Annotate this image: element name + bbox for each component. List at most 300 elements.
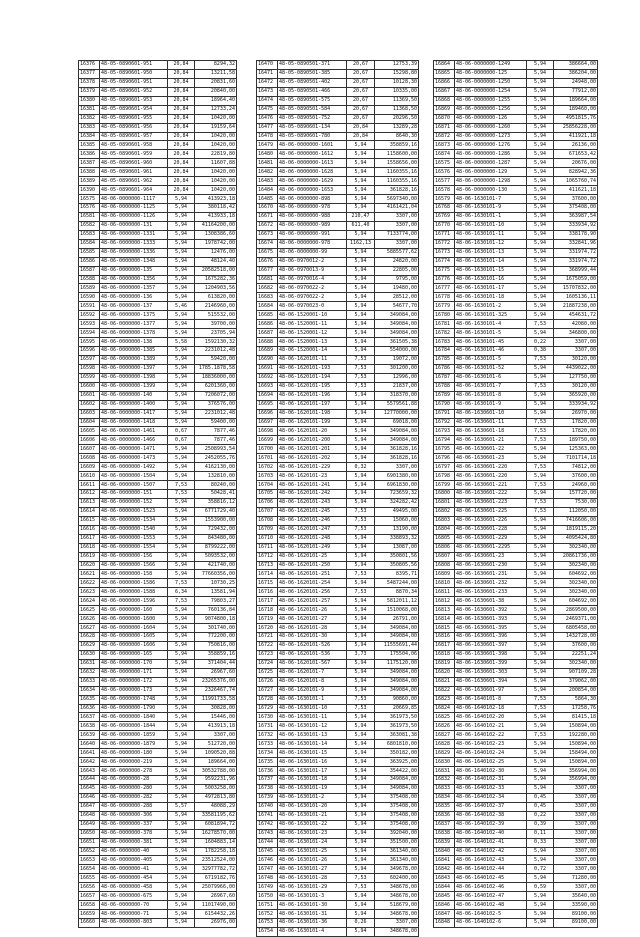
code-cell: 48-06-0000000-1287 [455,159,527,168]
rate-cell: 0,45 [527,793,554,802]
row-number-cell: 16626 [79,615,100,624]
code-cell: 48-06-0000000-1348 [100,257,168,266]
code-cell: 48-06-1620101-11 [278,355,347,364]
rate-cell: 5,94 [527,105,554,114]
table-row [434,588,598,597]
row-number-cell: 16387 [79,159,100,168]
table-row [257,463,419,472]
amount-cell: 9795,00 [375,275,419,284]
rate-cell: 7,53 [527,695,554,704]
table-row [434,391,598,400]
code-cell: 48-06-1640101-8 [455,695,527,704]
table-row [79,543,237,552]
amount-cell: 338893,32 [375,534,419,543]
amount-cell: 189664,00 [554,96,598,105]
row-number-cell: 16812 [434,597,455,606]
rate-cell: 5,94 [527,257,554,266]
row-number-cell: 16614 [79,507,100,516]
row-number-cell: 16870 [434,114,455,123]
rate-cell: 7,53 [527,355,554,364]
table-row [257,740,419,749]
rate-cell: 20,67 [347,78,375,87]
code-cell: 48-06-1630101-28 [278,874,347,883]
row-number-cell: 16723 [257,650,278,659]
row-number-cell: 16616 [79,525,100,534]
code-cell: 48-05-0890501-402 [278,78,347,87]
row-number-cell: 16704 [257,481,278,490]
amount-cell: 10420,00 [195,132,237,141]
row-number-cell: 16703 [257,472,278,481]
row-number-cell: 16702 [257,463,278,472]
rate-cell: 5,94 [347,391,375,400]
rate-cell: 5,94 [347,195,375,204]
rate-cell: 5,94 [527,302,554,311]
amount-cell: 150894,00 [554,740,598,749]
row-number-cell: 16485 [257,195,278,204]
rate-cell: 5,94 [347,820,375,829]
table-row [434,159,598,168]
rate-cell: 5,94 [347,311,375,320]
code-cell: 48-06-1630101-10 [278,704,347,713]
amount-cell: 7877,46 [195,427,237,436]
rate-cell: 0,72 [527,865,554,874]
rate-cell: 5,94 [527,284,554,293]
table-row [79,409,237,418]
code-cell: 48-06-1630601-230 [455,561,527,570]
code-cell: 48-06-0000000-71 [100,910,168,919]
row-number-cell: 16578 [434,186,455,195]
amount-cell: 760136,84 [195,606,237,615]
amount-cell: 349084,00 [375,436,419,445]
table-row [257,498,419,507]
table-row [257,382,419,391]
data-table-left [78,60,237,928]
row-number-cell: 16695 [257,400,278,409]
code-cell: 48-06-1630601-395 [455,624,527,633]
code-cell: 48-06-1620101-23 [278,472,347,481]
code-cell: 48-06-1620101-241 [278,481,347,490]
rate-cell: 5,94 [347,177,375,186]
table-row [257,820,419,829]
amount-cell: 89100,00 [554,910,598,919]
code-cell: 48-06-0000000-1418 [100,418,168,427]
table-row [434,829,598,838]
amount-cell: 132810,00 [195,472,237,481]
rate-cell: 20,84 [347,123,375,132]
code-cell: 48-06-1630101-3 [278,892,347,901]
rate-cell: 5,94 [527,686,554,695]
table-row [434,883,598,892]
table-row [257,731,419,740]
code-cell: 48-06-1630601-228 [455,525,527,534]
table-row [79,793,237,802]
rate-cell: 5,94 [168,284,195,293]
row-number-cell: 16726 [257,677,278,686]
row-number-cell: 16804 [434,525,455,534]
table-row [434,132,598,141]
amount-cell: 24960,00 [554,481,598,490]
rate-cell: 5,94 [168,382,195,391]
amount-cell: 1308386,60 [195,230,237,239]
code-cell: 48-06-1620101-20 [278,427,347,436]
code-cell: 48-06-0000000-1254 [455,87,527,96]
code-cell: 48-06-0000000-306 [100,811,168,820]
amount-cell: 4951815,76 [554,114,598,123]
amount-cell: 363987,54 [554,212,598,221]
table-row [79,490,237,499]
rate-cell: 20,84 [168,123,195,132]
table-row [257,427,419,436]
rate-cell: 5,94 [168,534,195,543]
table-row [257,61,419,70]
rate-cell: 5,94 [168,293,195,302]
table-row [434,347,598,356]
code-cell: 48-06-0000000-1378 [100,329,168,338]
table-row [434,204,598,213]
code-cell: 48-06-0000000-1600 [100,615,168,624]
code-cell: 48-06-0000000-1492 [100,463,168,472]
amount-cell: 421740,00 [195,561,237,570]
row-number-cell: 16645 [79,784,100,793]
row-number-cell: 16596 [79,347,100,356]
table-row [79,874,237,883]
row-number-cell: 16770 [434,221,455,230]
rate-cell: 5,94 [168,910,195,919]
amount-cell: 375408,00 [375,820,419,829]
rate-cell: 5,94 [347,927,375,936]
row-number-cell: 16714 [257,570,278,579]
rate-cell: 5,94 [168,320,195,329]
table-row [79,454,237,463]
amount-cell: 37600,00 [554,195,598,204]
table-row [79,391,237,400]
code-cell: 48-06-0000000-156 [100,552,168,561]
table-row [434,525,598,534]
code-cell: 48-06-0000000-991 [278,230,347,239]
rate-cell: 6,34 [168,588,195,597]
rate-cell: 5,94 [527,230,554,239]
code-cell: 48-06-1620101-256 [278,588,347,597]
table-row [257,847,419,856]
code-cell: 48-06-1630101-17 [455,284,527,293]
rate-cell: 5,94 [347,606,375,615]
table-row [257,561,419,570]
rate-cell: 5,94 [347,749,375,758]
table-row [79,838,237,847]
rate-cell: 5,94 [168,329,195,338]
code-cell: 48-05-0890601-964 [100,186,168,195]
code-cell: 48-06-0000000-1629 [278,177,347,186]
row-number-cell: 16483 [257,177,278,186]
row-number-cell: 16652 [79,847,100,856]
rate-cell: 5,94 [347,257,375,266]
row-number-cell: 16806 [434,543,455,552]
rate-cell: 5,94 [527,722,554,731]
code-cell: 48-06-1630601-221 [455,481,527,490]
code-cell: 48-06-0000000-137 [100,302,168,311]
row-number-cell: 16781 [434,320,455,329]
rate-cell: 5,94 [527,606,554,615]
row-number-cell: 16822 [434,686,455,695]
row-number-cell: 16871 [434,123,455,132]
table-row [434,87,598,96]
rate-cell: 5,94 [527,445,554,454]
code-cell: 48-06-1630101-21 [278,811,347,820]
row-number-cell: 16865 [434,69,455,78]
rate-cell: 5,94 [347,534,375,543]
code-cell: 48-06-0000000-1389 [100,355,168,364]
code-cell: 48-06-0000000-454 [100,874,168,883]
code-cell: 48-06-0000000-288 [100,802,168,811]
code-cell: 48-06-1630101-12 [455,239,527,248]
rate-cell: 0,33 [527,838,554,847]
code-cell: 48-06-1630601-232 [455,579,527,588]
code-cell: 48-06-1630101-6 [455,373,527,382]
rate-cell: 5,94 [527,713,554,722]
row-number-cell: 16785 [434,355,455,364]
amount-cell: 6719182,76 [195,874,237,883]
amount-cell: 10420,00 [195,141,237,150]
row-number-cell: 16591 [79,302,100,311]
rate-cell: 5,94 [527,910,554,919]
code-cell: 48-05-0890601-952 [100,87,168,96]
row-number-cell: 16824 [434,704,455,713]
rate-cell: 5,94 [347,579,375,588]
rate-cell: 5,94 [347,910,375,919]
table-row [434,838,598,847]
amount-cell: 3307,00 [375,463,419,472]
row-number-cell: 16602 [79,400,100,409]
amount-cell: 21837,00 [375,382,419,391]
row-number-cell: 16792 [434,418,455,427]
rate-cell: 5,94 [527,409,554,418]
row-number-cell: 16605 [79,427,100,436]
row-number-cell: 16609 [79,463,100,472]
code-cell: 48-06-0000000-1356 [100,275,168,284]
amount-cell: 30120,00 [554,355,598,364]
table-row [434,776,598,785]
code-cell: 48-06-0000000-151 [100,490,168,499]
amount-cell: 331974,72 [554,248,598,257]
amount-cell: 4162130,00 [195,463,237,472]
amount-cell: 175504,06 [375,650,419,659]
table-row [79,507,237,516]
table-row [434,373,598,382]
row-number-cell: 16624 [79,597,100,606]
rate-cell: 7,53 [347,704,375,713]
amount-cell: 24820,00 [375,257,419,266]
amount-cell: 7101714,18 [554,454,598,463]
rate-cell: 20,84 [168,78,195,87]
rate-cell: 5,94 [168,204,195,213]
table-row [79,829,237,838]
code-cell: 48-06-1640102-42 [455,847,527,856]
table-row [79,284,237,293]
rate-cell: 5,94 [168,472,195,481]
rate-cell: 20,84 [168,132,195,141]
row-number-cell: 16620 [79,561,100,570]
code-cell: 48-06-0000000-898 [278,195,347,204]
code-cell: 48-06-0000000-1473 [100,454,168,463]
rate-cell: 5,94 [347,320,375,329]
rate-cell: 5,94 [527,159,554,168]
amount-cell: 413913,18 [195,722,237,731]
rate-cell: 20,84 [168,168,195,177]
amount-cell: 411921,18 [554,132,598,141]
table-row [79,123,237,132]
rate-cell: 5,94 [347,633,375,642]
code-cell: 48-06-0000000-1417 [100,409,168,418]
table-row [257,266,419,275]
code-cell: 48-06-1630101-11 [455,230,527,239]
rate-cell: 5,94 [527,677,554,686]
rate-cell: 5,94 [527,892,554,901]
table-row [434,749,598,758]
code-cell: 48-06-0000000-1385 [100,347,168,356]
rate-cell: 5,94 [347,784,375,793]
table-row [79,659,237,668]
code-cell: 48-06-1630601-10 [455,409,527,418]
amount-cell: 358859,16 [375,141,419,150]
amount-cell: 18836000,00 [195,373,237,382]
amount-cell: 2231012,48 [195,409,237,418]
code-cell: 48-06-0000000-1286 [455,150,527,159]
table-row [257,767,419,776]
table-row [434,239,598,248]
table-row [434,168,598,177]
table-row [434,195,598,204]
rate-cell: 20,84 [168,61,195,70]
rate-cell: 5,94 [527,391,554,400]
rate-cell: 5,94 [168,749,195,758]
table-row [257,186,419,195]
row-number-cell: 16842 [434,865,455,874]
amount-cell: 3307,00 [554,802,598,811]
table-row [257,373,419,382]
amount-cell: 354422,00 [375,767,419,776]
table-row [79,713,237,722]
table-row [257,230,419,239]
row-number-cell: 16606 [79,436,100,445]
rate-cell: 7,53 [527,481,554,490]
table-row [434,641,598,650]
code-cell: 48-06-1630601-11 [455,418,527,427]
row-number-cell: 16576 [434,168,455,177]
amount-cell: 554000,00 [375,347,419,356]
amount-cell: 5864,30 [554,695,598,704]
amount-cell: 11369,50 [375,96,419,105]
rate-cell: 5,94 [527,239,554,248]
amount-cell: 13581,94 [195,588,237,597]
amount-cell: 5579561,88 [375,400,419,409]
amount-cell: 11368,50 [375,105,419,114]
rate-cell: 5,94 [527,650,554,659]
amount-cell: 338178,90 [554,230,598,239]
row-number-cell: 16601 [79,391,100,400]
rate-cell: 5,94 [168,650,195,659]
table-row [79,856,237,865]
rate-cell: 5,94 [347,758,375,767]
amount-cell: 7133774,00 [375,230,419,239]
amount-cell: 386204,00 [554,69,598,78]
row-number-cell: 16630 [79,650,100,659]
rate-cell: 5,94 [527,186,554,195]
table-row [257,758,419,767]
table-row [257,436,419,445]
amount-cell: 4972813,80 [195,793,237,802]
rate-cell: 5,94 [527,901,554,910]
table-row [257,472,419,481]
row-number-cell: 16836 [434,811,455,820]
row-number-cell: 16583 [79,230,100,239]
amount-cell: 302340,00 [554,579,598,588]
table-row [79,400,237,409]
rate-cell: 5,94 [527,856,554,865]
row-number-cell: 16808 [434,561,455,570]
table-row [79,481,237,490]
table-row [434,105,598,114]
rate-cell: 5,94 [527,543,554,552]
rate-cell: 7,53 [347,373,375,382]
rate-cell: 5,94 [168,865,195,874]
row-number-cell: 16733 [257,740,278,749]
rate-cell: 5,94 [347,490,375,499]
code-cell: 48-06-0000000-1540 [100,525,168,534]
rate-cell: 5,94 [527,919,554,928]
table-row [434,275,598,284]
code-cell: 48-06-0000000-1398 [100,373,168,382]
amount-cell: 25079966,00 [195,883,237,892]
rate-cell: 5,94 [168,266,195,275]
table-row [434,650,598,659]
rate-cell: 5,94 [168,409,195,418]
row-number-cell: 16474 [257,96,278,105]
row-number-cell: 16713 [257,561,278,570]
code-cell: 48-05-0890501-584 [278,105,347,114]
rate-cell: 5,94 [347,302,375,311]
table-row [79,561,237,570]
amount-cell: 302340,00 [554,659,598,668]
amount-cell: 11607,88 [195,159,237,168]
row-number-cell: 16608 [79,454,100,463]
code-cell: 48-06-0000000-1273 [455,132,527,141]
code-cell: 48-06-0000000-1333 [100,239,168,248]
code-cell: 48-05-0890501-752 [278,114,347,123]
amount-cell: 8870,34 [375,588,419,597]
amount-cell: 4439022,00 [554,364,598,373]
rate-cell: 5,94 [168,883,195,892]
rate-cell: 3,73 [347,650,375,659]
table-row [257,516,419,525]
amount-cell: 48088,29 [195,802,237,811]
table-row [434,713,598,722]
rate-cell: 7,53 [347,695,375,704]
table-row [257,302,419,311]
row-number-cell: 16739 [257,793,278,802]
code-cell: 48-06-1620101-246 [278,516,347,525]
row-number-cell: 16801 [434,498,455,507]
amount-cell: 11017490,00 [195,901,237,910]
code-cell: 48-06-1630601-2295 [455,543,527,552]
row-number-cell: 16837 [434,820,455,829]
table-row [257,892,419,901]
row-number-cell: 16750 [257,892,278,901]
row-number-cell: 16700 [257,445,278,454]
table-row [434,722,598,731]
row-number-cell: 16775 [434,266,455,275]
code-cell: 48-06-1620101-254 [278,579,347,588]
row-number-cell: 16589 [79,284,100,293]
